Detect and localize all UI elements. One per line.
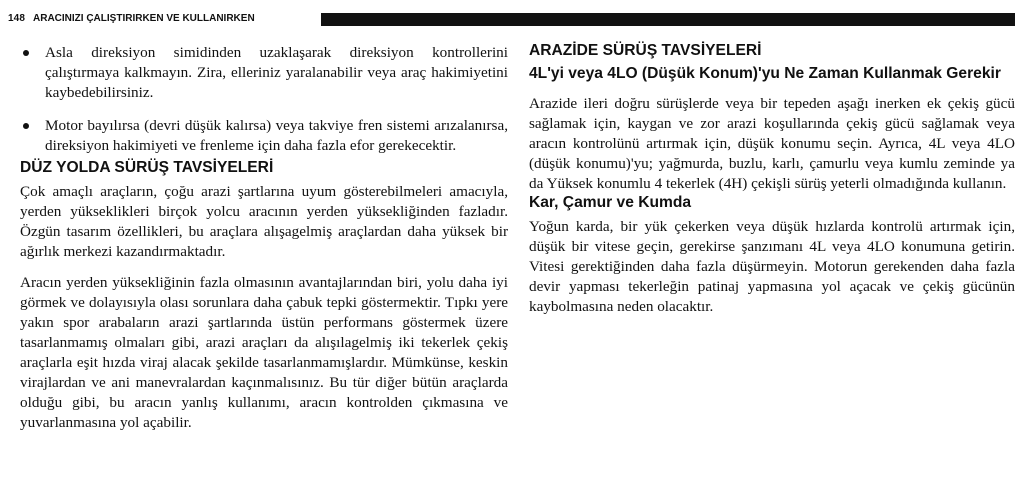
bullet-icon <box>23 50 29 56</box>
body-paragraph: Çok amaçlı araçların, çoğu arazi şartlarına uyum gösterebilmeleri amacıyla, yerden yükseklikleri birçok yolcu aracının yerden yüksekliğinden fazladır. Özgün tasarım özellikleri, bu araçlara alışagelmiş araçlardan daha yüksek bir ağırlık merkezi kazandırmaktadır. <box>20 183 508 260</box>
left-column <box>20 37 508 433</box>
right-column <box>529 37 1015 317</box>
chapter-title: ARACINIZI ÇALIŞTIRIRKEN VE KULLANIRKEN <box>33 13 255 24</box>
bullet-text: Asla direksiyon simidinden uzaklaşarak direksiyon kontrollerini çalıştırmaya kalkmayın. Zira, elleriniz yaralanabilir veya araç hakimiyetini kaybedebilirsiniz. <box>45 44 508 101</box>
body-paragraph: Arazide ileri doğru sürüşlerde veya bir tepeden aşağı inerken ek çekiş gücü sağlamak için, kaygan ve zor arazi koşullarında çekiş gücü sağlamak veya aracın kontrolünü artırmak için, düşük konumu seçin. Ayrıca, 4L veya 4LO (düşük konumu)'yu; yağmurda, buzlu, karlı, çamurlu veya kumlu zeminde ya da Yüksek konumlu 4 tekerlek (4H) çekişli sürüş yeterli olmadığında kullanın. <box>529 95 1015 192</box>
bullet-icon <box>23 123 29 129</box>
section-heading-road: DÜZ YOLDA SÜRÜŞ TAVSİYELERİ <box>20 159 274 176</box>
subheading-low-range: 4L'yi veya 4LO (Düşük Konum)'yu Ne Zaman Kullanmak Gerekir <box>529 65 1001 82</box>
header-bar <box>321 13 1015 26</box>
page-number: 148 <box>8 13 25 24</box>
body-paragraph: Yoğun karda, bir yük çekerken veya düşük hızlarda kontrolü artırmak için, düşük bir vitese geçin, gerekirse şanzımanı 4L veya 4LO konumuna getirin. Vitesi gerektiğinden daha fazla düşürmeyin. Motorun gerekenden daha fazla devir yapması tekerleğin patinaj yapmasına yol açacak ve çekiş gücünün kaybolmasına neden olacaktır. <box>529 218 1015 315</box>
bullet-item <box>20 43 508 103</box>
page-header <box>0 10 1024 30</box>
subheading-snow-mud-sand: Kar, Çamur ve Kumda <box>529 194 692 211</box>
section-heading-offroad: ARAZİDE SÜRÜŞ TAVSİYELERİ <box>529 42 762 59</box>
body-paragraph: Aracın yerden yüksekliğinin fazla olmasının avantajlarından biri, yolu daha iyi görmek ve dolayısıyla olası sorunlara daha çabuk tepki göstermektir. Tıpkı yere yakın spor arabaların arazi şartlarında üstün performans göstermek üzere tasarlanmamış olmaları gibi, arazi araçları da alışılagelmiş iki tekerlek çekiş araçlarla eşit hızda viraj alacak şekilde tasarlanmamışlardır. Mümkünse, keskin virajlardan ve ani manevralardan kaçınmalısınız. Bu tür diğer bütün araçlarda olduğu gibi, bu aracın yanlış kullanımı, aracın kontrolden çıkmasına ve yuvarlanmasına yol açabilir. <box>20 274 508 431</box>
bullet-text: Motor bayılırsa (devri düşük kalırsa) veya takviye fren sistemi arızalanırsa, direksiyon hakimiyeti ve frenleme için daha fazla efor gerekecektir. <box>45 117 508 154</box>
bullet-item <box>20 116 508 156</box>
